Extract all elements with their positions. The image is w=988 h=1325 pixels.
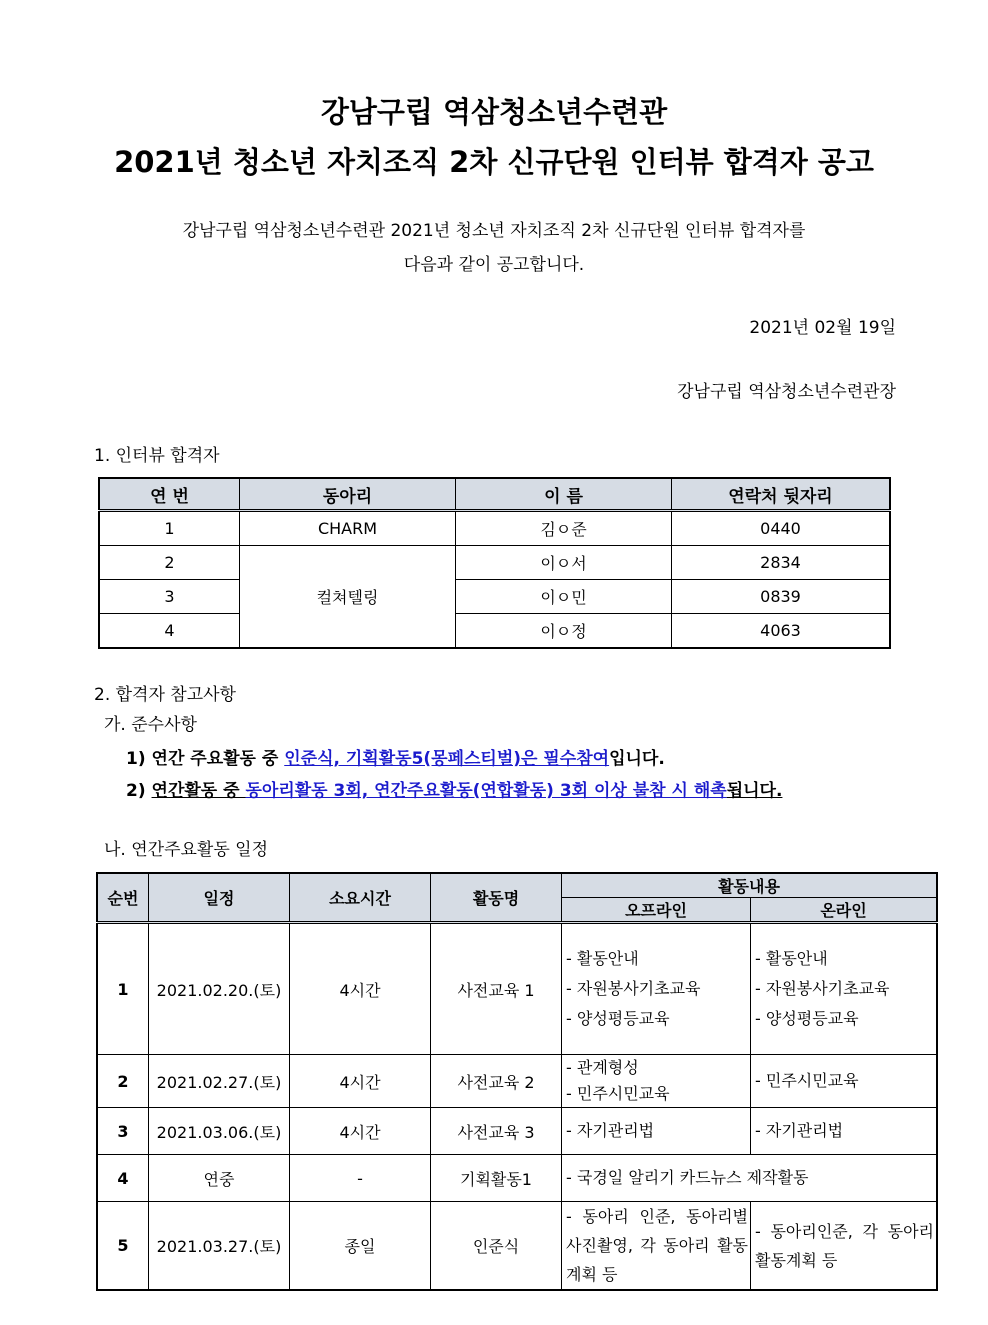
list-item: - 양성평등교육 — [566, 1009, 670, 1028]
cell-activity: 인준식 — [431, 1202, 562, 1291]
table-row — [97, 1108, 937, 1155]
rule-1-suffix: 입니다. — [609, 749, 665, 769]
table-row — [99, 546, 890, 580]
cell-seq: 4 — [97, 1155, 149, 1202]
col-offline: 오프라인 — [562, 898, 751, 923]
cell-date: 2021.03.06.(토) — [149, 1108, 290, 1155]
rule-1-prefix: 1) 연간 주요활동 중 — [126, 749, 285, 769]
cell-duration: 4시간 — [290, 923, 431, 1055]
passers-table — [98, 477, 891, 649]
cell-duration: - — [290, 1155, 431, 1202]
doc-title-line2: 2021년 청소년 자치조직 2차 신규단원 인터뷰 합격자 공고 — [114, 145, 874, 179]
table-row — [97, 1202, 937, 1291]
cell-offline: - 동아리 인준, 동아리별 사진촬영, 각 동아리 활동계획 등 — [562, 1202, 751, 1291]
col-phone: 연락처 뒷자리 — [672, 478, 891, 511]
cell-phone: 4063 — [672, 614, 891, 649]
cell-date: 2021.02.20.(토) — [149, 923, 290, 1055]
cell-phone: 2834 — [672, 546, 891, 580]
list-item: - 양성평등교육 — [755, 1009, 859, 1028]
cell-online: - 동아리인준, 각 동아리 활동계획 등 — [751, 1202, 938, 1291]
cell-club: CHARM — [240, 511, 456, 546]
cell-club: 컬쳐텔링 — [240, 546, 456, 649]
rule-2-highlight: 동아리활동 3회, 연간주요활동(연합활동) 3회 이상 불참 시 해촉 — [245, 781, 727, 801]
table-row — [99, 511, 890, 546]
rule-2-prefix: 2) — [126, 781, 152, 801]
section2-heading: 2. 합격자 참고사항 — [94, 685, 236, 705]
table-row — [99, 614, 890, 649]
cell-no: 1 — [99, 511, 240, 546]
rule-2-underlined: 연간활동 중 — [151, 781, 246, 801]
list-item: - 자원봉사기초교육 — [755, 979, 890, 998]
col-duration: 소요시간 — [290, 873, 431, 923]
cell-date: 2021.02.27.(토) — [149, 1055, 290, 1108]
table-row — [97, 1155, 937, 1202]
cell-seq: 5 — [97, 1202, 149, 1291]
cell-offline — [562, 923, 751, 1055]
rule-2 — [126, 776, 782, 801]
cell-duration: 4시간 — [290, 1055, 431, 1108]
cell-name: 이ㅇ민 — [456, 580, 672, 614]
cell-content-combined: - 국경일 알리기 카드뉴스 제작활동 — [562, 1155, 938, 1202]
schedule-table — [96, 872, 938, 1291]
section1-heading: 1. 인터뷰 합격자 — [94, 446, 220, 466]
col-date: 일정 — [149, 873, 290, 923]
cell-name: 김ㅇ준 — [456, 511, 672, 546]
rule-1-highlight: 인준식, 기획활동5(몽페스티벌)은 필수참여 — [284, 749, 610, 769]
rule-1 — [126, 744, 665, 769]
cell-name: 이ㅇ정 — [456, 614, 672, 649]
cell-phone: 0440 — [672, 511, 891, 546]
list-item: - 자원봉사기초교육 — [566, 979, 701, 998]
cell-seq: 1 — [97, 923, 149, 1055]
schedule-header-row — [97, 873, 937, 898]
cell-seq: 3 — [97, 1108, 149, 1155]
cell-online — [751, 1108, 938, 1155]
subsection-a-heading: 가. 준수사항 — [104, 715, 197, 735]
notice-date: 2021년 02월 19일 — [749, 318, 896, 338]
col-online: 온라인 — [751, 898, 938, 923]
col-seq: 순번 — [97, 873, 149, 923]
cell-duration: 종일 — [290, 1202, 431, 1291]
cell-no: 3 — [99, 580, 240, 614]
cell-offline — [562, 1108, 751, 1155]
table-row — [99, 580, 890, 614]
rule-2-suffix: 됩니다. — [726, 781, 783, 801]
list-item: - 자기관리법 — [566, 1121, 655, 1140]
list-item: - 활동안내 — [566, 949, 639, 968]
cell-online — [751, 1055, 938, 1108]
cell-activity: 사전교육 2 — [431, 1055, 562, 1108]
list-item: - 관계형성 — [566, 1058, 639, 1077]
cell-phone: 0839 — [672, 580, 891, 614]
cell-no: 4 — [99, 614, 240, 649]
subsection-b-heading: 나. 연간주요활동 일정 — [104, 840, 269, 860]
list-item: - 민주시민교육 — [755, 1071, 859, 1090]
cell-duration: 4시간 — [290, 1108, 431, 1155]
cell-seq: 2 — [97, 1055, 149, 1108]
list-item: - 민주시민교육 — [566, 1084, 670, 1103]
table-row — [97, 923, 937, 1055]
intro-line2: 다음과 같이 공고합니다. — [403, 255, 585, 275]
col-name: 이 름 — [456, 478, 672, 511]
doc-title-line1: 강남구립 역삼청소년수련관 — [320, 95, 668, 129]
col-club: 동아리 — [240, 478, 456, 511]
cell-activity: 사전교육 1 — [431, 923, 562, 1055]
intro-line1: 강남구립 역삼청소년수련관 2021년 청소년 자치조직 2차 신규단원 인터뷰 합격자를 — [182, 221, 806, 241]
cell-activity: 기획활동1 — [431, 1155, 562, 1202]
list-item: - 활동안내 — [755, 949, 828, 968]
cell-offline — [562, 1055, 751, 1108]
passers-header-row — [99, 478, 890, 511]
col-content: 활동내용 — [562, 873, 938, 898]
table-row — [97, 1055, 937, 1108]
issuer: 강남구립 역삼청소년수련관장 — [677, 382, 896, 402]
col-no: 연 번 — [99, 478, 240, 511]
cell-date: 2021.03.27.(토) — [149, 1202, 290, 1291]
cell-activity: 사전교육 3 — [431, 1108, 562, 1155]
cell-name: 이ㅇ서 — [456, 546, 672, 580]
cell-no: 2 — [99, 546, 240, 580]
col-activity: 활동명 — [431, 873, 562, 923]
cell-date: 연중 — [149, 1155, 290, 1202]
cell-online — [751, 923, 938, 1055]
list-item: - 자기관리법 — [755, 1121, 844, 1140]
